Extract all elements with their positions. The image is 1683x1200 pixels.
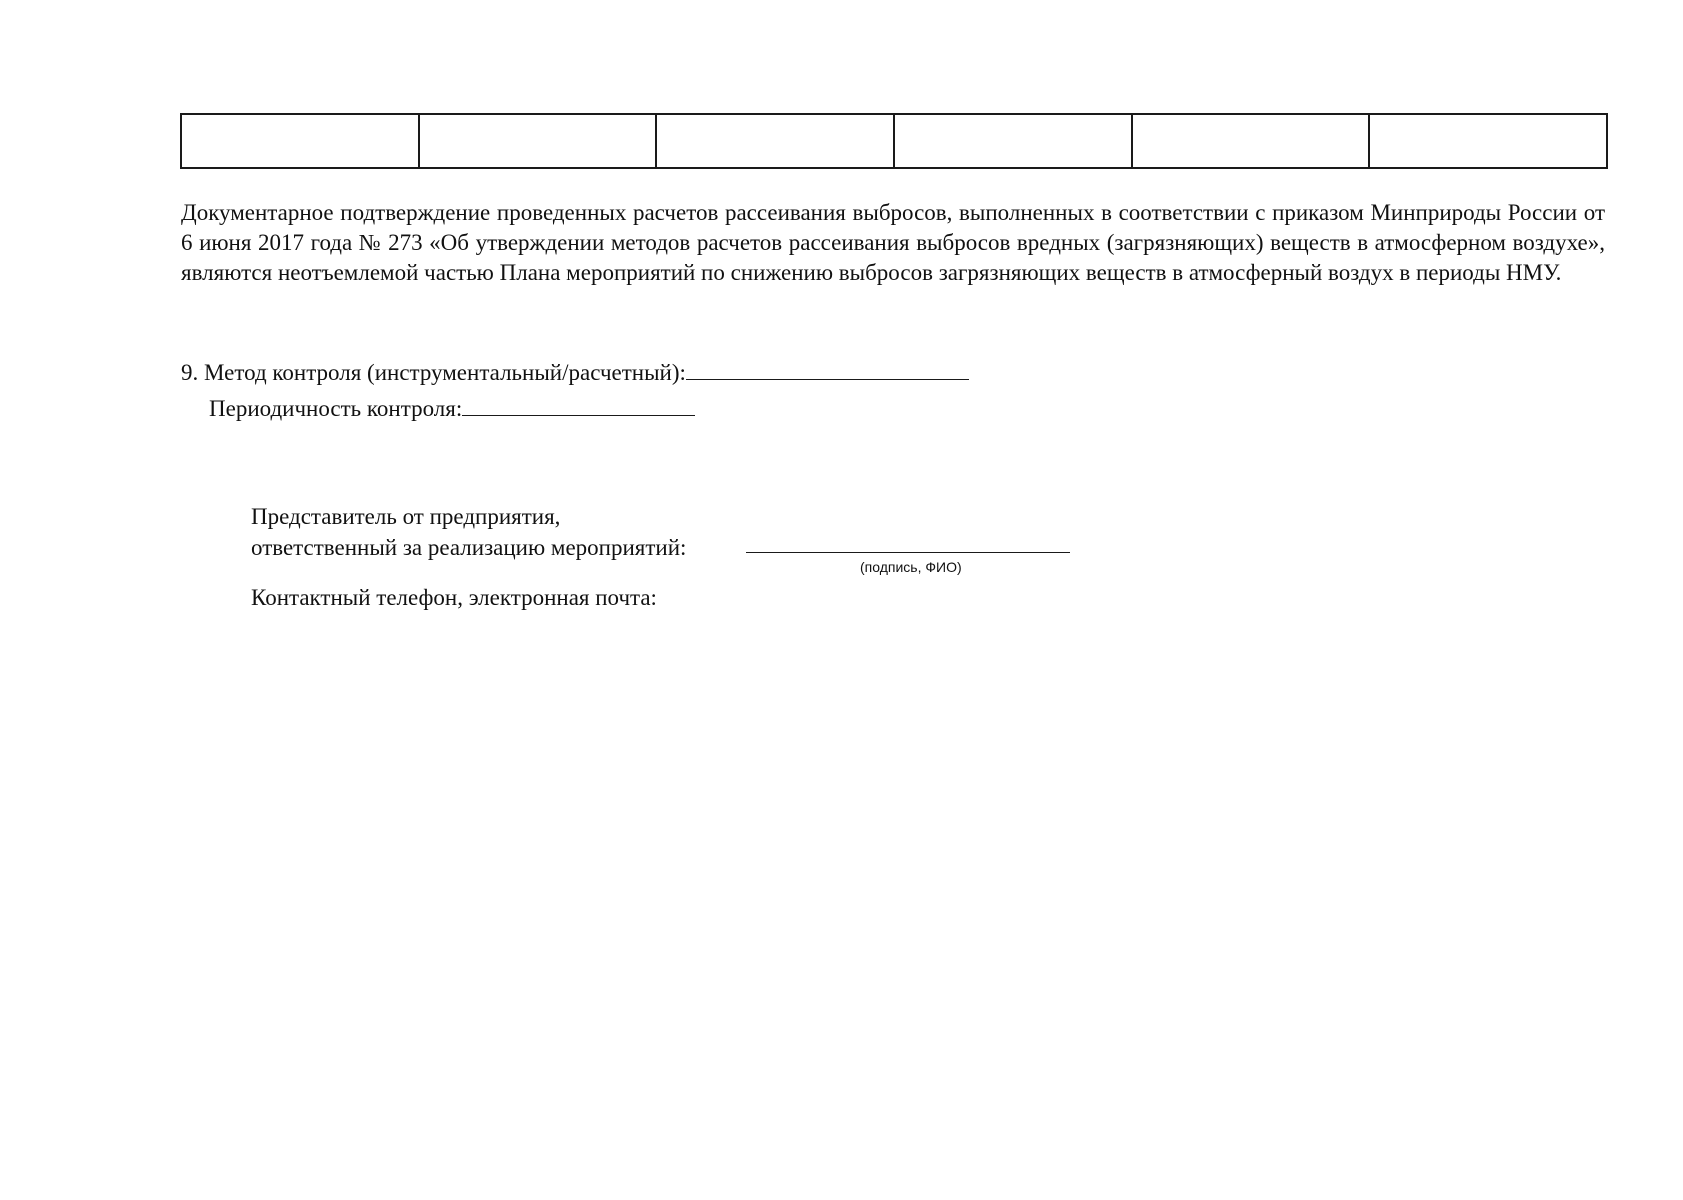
signature-field[interactable] xyxy=(746,552,1070,553)
contact-label: Контактный телефон, электронная почта: xyxy=(251,585,657,610)
control-method-line xyxy=(181,358,969,388)
signature-caption: (подпись, ФИО) xyxy=(860,559,962,575)
table-cell xyxy=(894,114,1132,168)
control-periodicity-label: Периодичность контроля: xyxy=(209,396,463,421)
control-periodicity-field[interactable] xyxy=(462,397,695,416)
table-cell xyxy=(1132,114,1370,168)
control-method-label: 9. Метод контроля (инструментальный/расчетный): xyxy=(181,360,686,385)
table-cell xyxy=(1369,114,1607,168)
table-cell xyxy=(656,114,894,168)
table-row xyxy=(181,114,1607,168)
control-method-field[interactable] xyxy=(686,361,969,380)
representative-line-2: ответственный за реализацию мероприятий: xyxy=(251,535,687,560)
table-cell xyxy=(181,114,419,168)
representative-line-1: Представитель от предприятия, xyxy=(251,504,561,529)
empty-table xyxy=(180,113,1608,169)
control-periodicity-line xyxy=(209,394,695,424)
table-cell xyxy=(419,114,657,168)
confirmation-paragraph: Документарное подтверждение проведенных расчетов рассеивания выбросов, выполненных в соответствии с приказом Минприроды России от 6 июня 2017 года № 273 «Об утверждении методов расчетов рассеивания выбросов вредных (загрязняющих) веществ в атмосферном воздухе», являются неотъемлемой частью Плана мероприятий по снижению выбросов загрязняющих веществ в атмосферный воздух в периоды НМУ. xyxy=(181,200,1605,285)
